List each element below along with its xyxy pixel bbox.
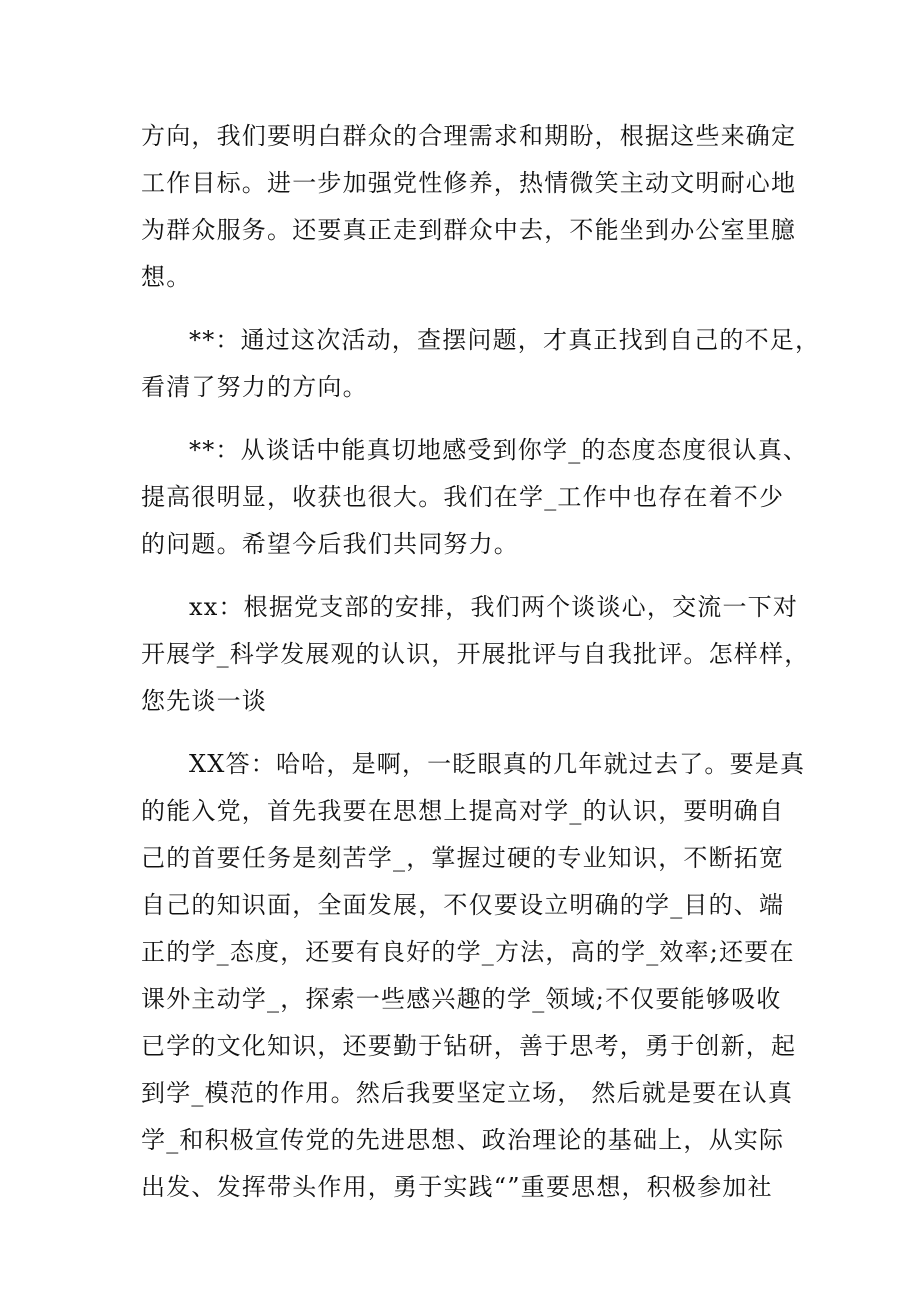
text-line: XX答：哈哈，是啊，一眨眼真的几年就过去了。要是真: [189, 750, 806, 778]
text-line: 的能入党，首先我要在思想上提高对学_的认识，要明确自: [141, 797, 785, 825]
text-line: 方向，我们要明白群众的合理需求和期盼，根据这些来确定: [141, 122, 797, 150]
text-line: 出发、发挥带头作用，勇于实践“”重要思想，积极参加社: [141, 1173, 773, 1201]
paragraph-5: [141, 741, 806, 1211]
text-line: 己的首要任务是刻苦学_，掌握过硬的专业知识，不断拓宽: [141, 844, 785, 872]
text-line: 自己的知识面，全面发展，不仅要设立明确的学_目的、端: [141, 891, 785, 919]
text-line: xx：根据党支部的安排，我们两个谈谈心，交流一下对: [189, 593, 799, 621]
text-line: 工作目标。进一步加强党性修养，热情微笑主动文明耐心地: [141, 169, 797, 197]
text-line: 到学_模范的作用。然后我要坚定立场， 然后就是要在认真: [141, 1079, 794, 1107]
text-line: 为群众服务。还要真正走到群众中去，不能坐到办公室里臆: [141, 216, 797, 244]
text-line: **：从谈话中能真切地感受到你学_的态度态度很认真、: [189, 436, 809, 464]
text-line: 的问题。希望今后我们共同努力。: [141, 530, 519, 558]
text-line: 正的学_态度，还要有良好的学_方法，高的学_效率;还要在: [141, 938, 795, 966]
paragraph-2: [141, 317, 821, 411]
paragraph-3: [141, 427, 809, 568]
text-line: 您先谈一谈: [141, 687, 267, 715]
text-line: 看清了努力的方向。: [141, 373, 368, 401]
text-line: 提高很明显，收获也很大。我们在学_工作中也存在着不少: [141, 483, 785, 511]
text-line: 开展学_科学发展观的认识，开展批评与自我批评。怎样样，: [141, 640, 810, 668]
text-line: 课外主动学_，探索一些感兴趣的学_领域;不仅要能够吸收: [141, 985, 782, 1013]
text-line: 想。: [141, 263, 192, 291]
document-body: [141, 113, 821, 1211]
text-line: **：通过这次活动，查摆问题，才真正找到自己的不足，: [189, 326, 821, 354]
text-line: 学_和积极宣传党的先进思想、政治理论的基础上，从实际: [141, 1126, 785, 1154]
paragraph-1: [141, 113, 797, 301]
paragraph-4: [141, 584, 810, 725]
text-line: 已学的文化知识，还要勤于钻研，善于思考，勇于创新，起: [141, 1032, 797, 1060]
